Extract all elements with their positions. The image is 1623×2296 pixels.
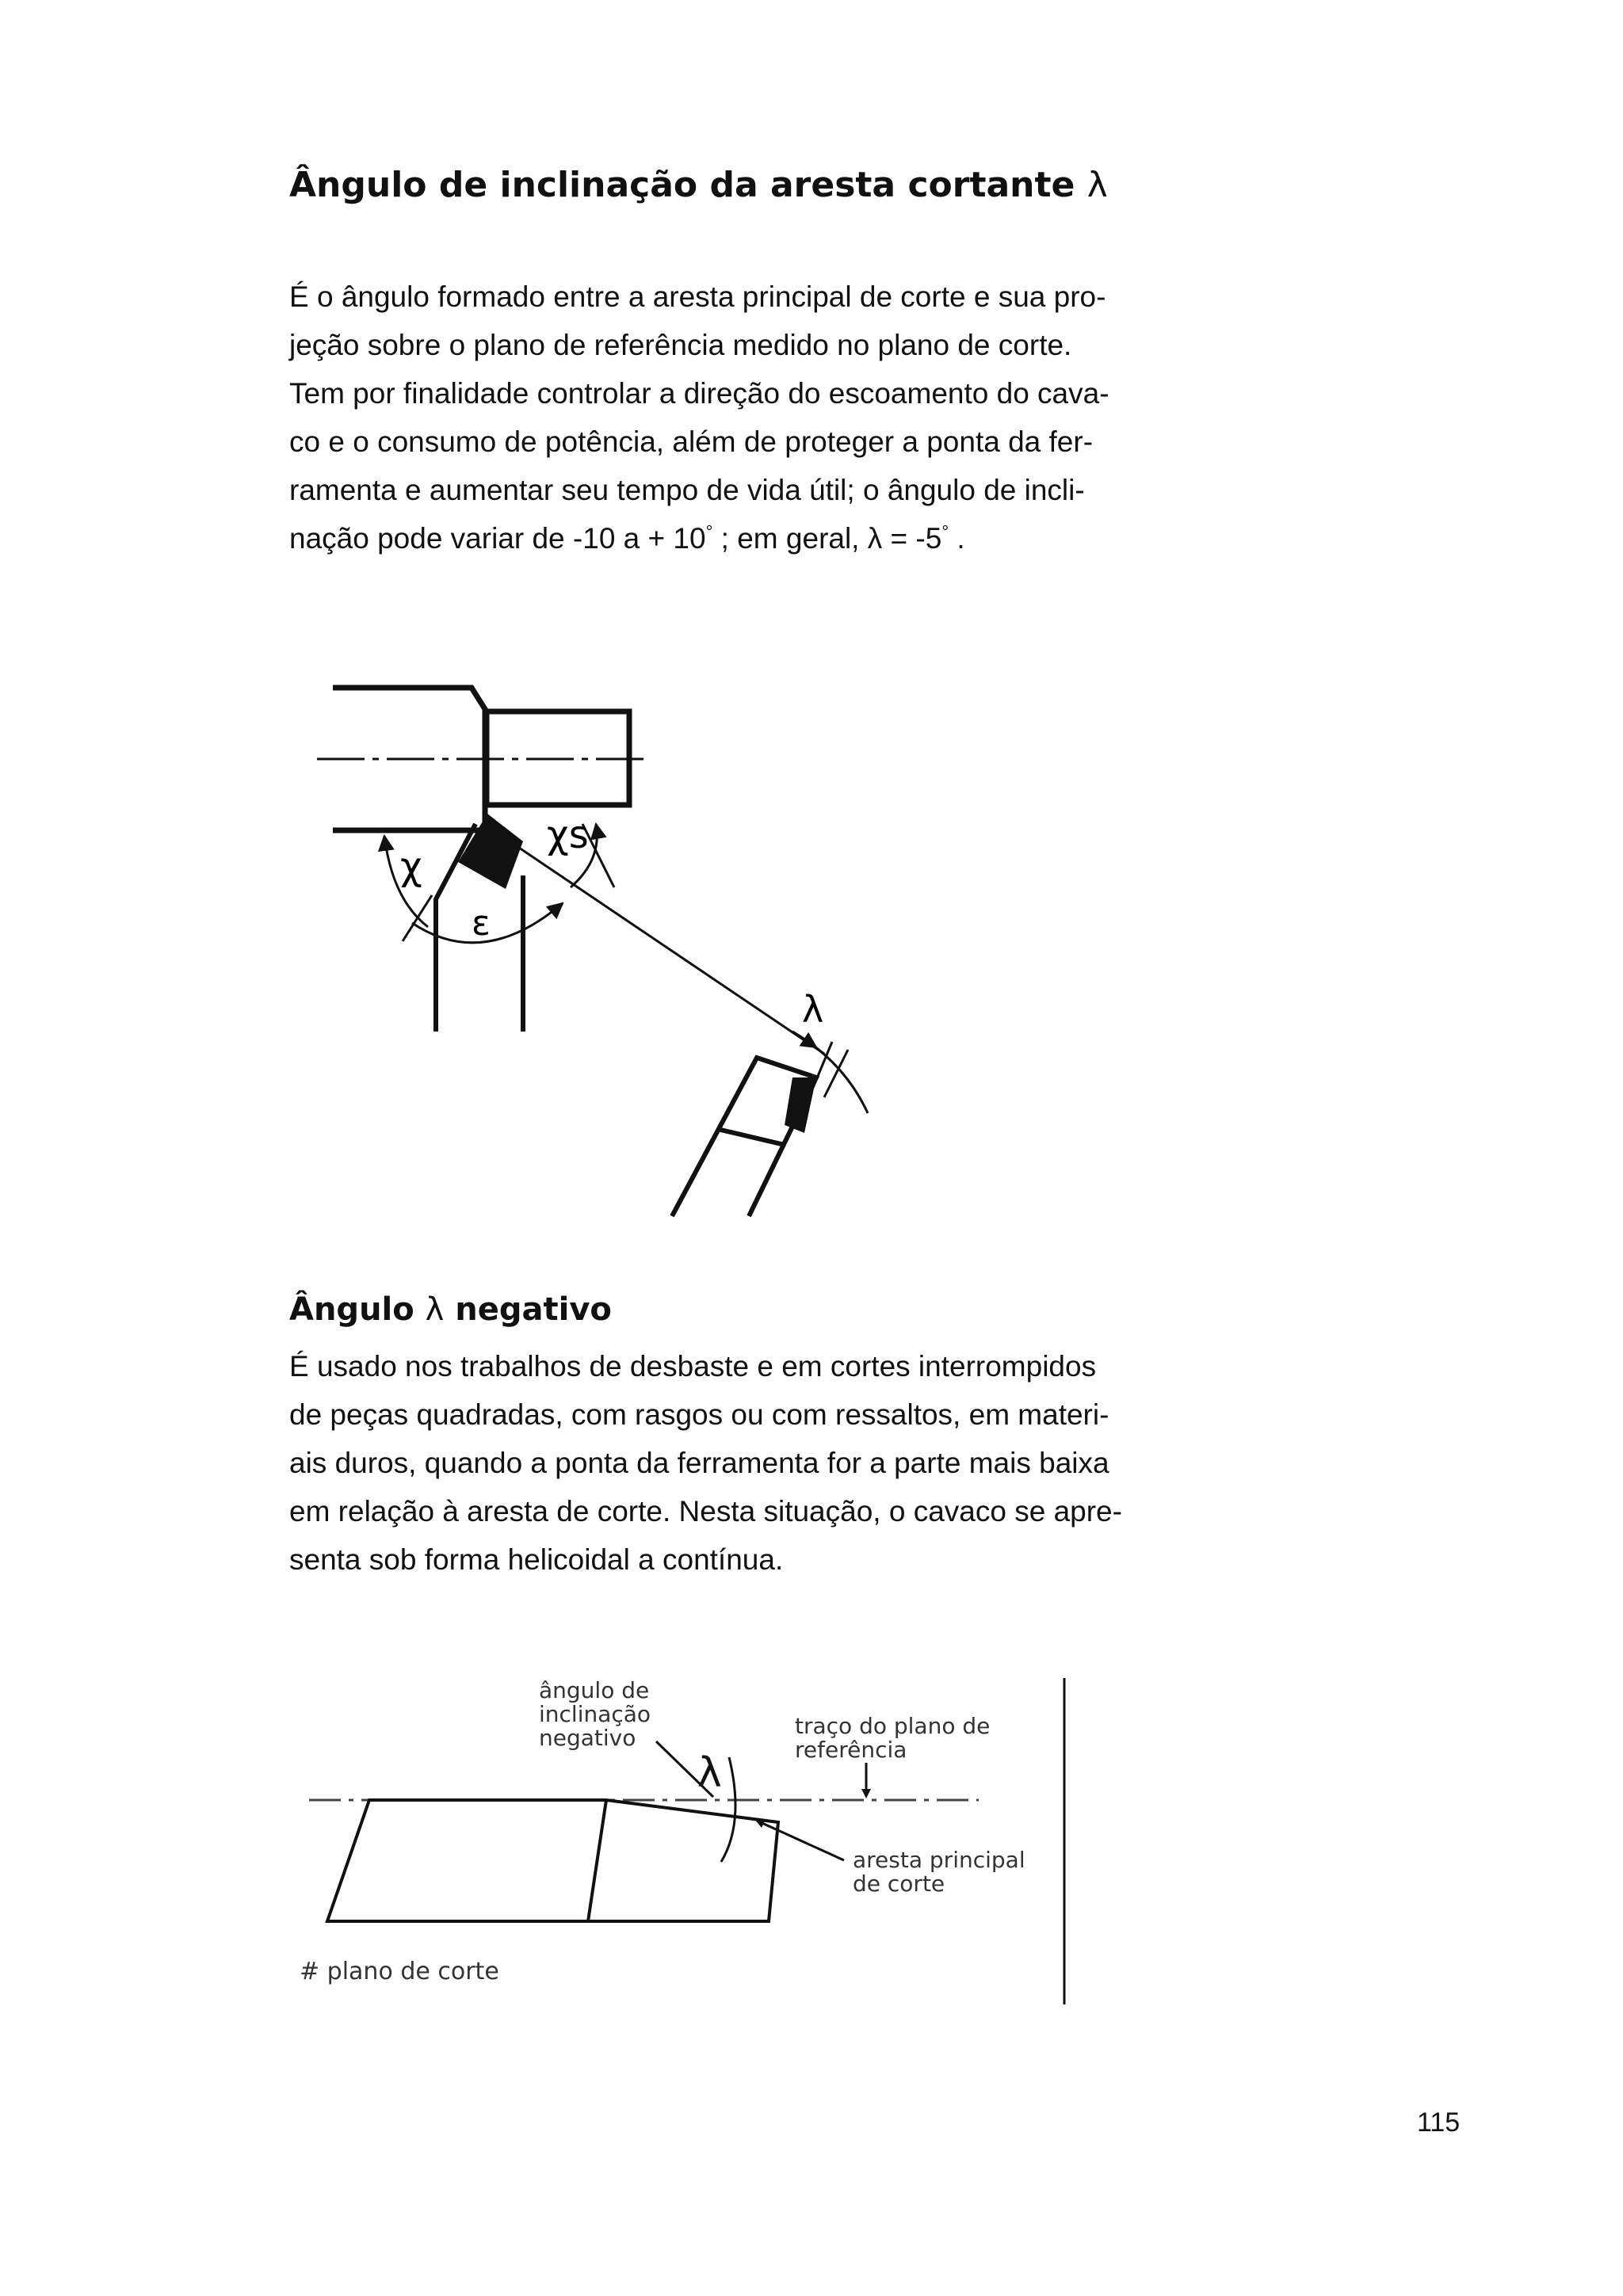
tool-profile (327, 1800, 778, 1921)
cutting-insert (458, 814, 523, 889)
section-heading (289, 165, 1108, 205)
label-lambda: λ (802, 988, 824, 1031)
label-lambda: λ (697, 1749, 722, 1797)
paragraph-line: É o ângulo formado entre a aresta principal de corte e sua pro- (289, 280, 1106, 313)
label-reference-line1: traço do plano de (795, 1713, 991, 1739)
paragraph-line: jeção sobre o plano de referência medido no plano de corte. (289, 329, 1072, 361)
paragraph-line: É usado nos trabalhos de desbaste e em cortes interrompidos (289, 1350, 1097, 1383)
heading2-lambda-symbol: λ (425, 1291, 445, 1328)
paragraph-line: Tem por finalidade controlar a direção do escoamento do cava- (289, 377, 1109, 410)
degree-sign: ° (705, 521, 713, 542)
label-angle-line2: inclinação (539, 1701, 651, 1727)
label-edge-line1: aresta principal (853, 1847, 1025, 1873)
degree-sign: ° (941, 521, 949, 542)
heading2-after: negativo (455, 1291, 612, 1328)
paragraph-line: ramenta e aumentar seu tempo de vida útil; o ângulo de incli- (289, 474, 1085, 506)
text-end: . (949, 522, 965, 555)
heading2-before: Ângulo (289, 1291, 414, 1328)
negative-inclination-diagram (285, 1652, 1070, 2024)
paragraph-line: em relação à aresta de corte. Nesta situação, o cavaco se apre- (289, 1495, 1122, 1527)
paragraph-negative-angle (289, 1342, 1193, 1584)
leader-edge-label (757, 1821, 844, 1860)
paragraph-line: ais duros, quando a ponta da ferramenta for a parte mais baixa (289, 1447, 1109, 1479)
heading-lambda-symbol: λ (1086, 165, 1108, 205)
text-general: ; em geral, λ = -5 (712, 522, 942, 555)
lambda-arrow (792, 1032, 816, 1047)
label-angle-line1: ângulo de (539, 1677, 650, 1703)
side-view-insert (785, 1077, 816, 1133)
angle-arc-lambda (721, 1757, 735, 1862)
label-chi-s: χs (547, 813, 589, 857)
label-chi: χ (400, 845, 422, 889)
label-cut-plane: # plano de corte (300, 1958, 499, 1985)
label-reference-line2: referência (795, 1737, 907, 1763)
projection-line (519, 848, 824, 1054)
paragraph-line: co e o consumo de potência, além de proteger a ponta da fer- (289, 425, 1094, 458)
label-edge-line2: de corte (853, 1871, 945, 1897)
heading-text: Ângulo de inclinação da aresta cortante (289, 165, 1075, 205)
page-number: 115 (1417, 2107, 1461, 2138)
paragraph-line-last (289, 514, 1193, 563)
label-epsilon: ε (472, 903, 491, 944)
text-range: nação pode variar de -10 a + 10 (289, 522, 706, 555)
arrowhead (861, 1789, 871, 1798)
tool-angles-diagram (313, 669, 884, 1224)
paragraph-line: senta sob forma helicoidal a contínua. (289, 1543, 784, 1576)
label-angle-line3: negativo (539, 1725, 636, 1751)
paragraph-line: de peças quadradas, com rasgos ou com ressaltos, em materi- (289, 1398, 1109, 1431)
section-heading-negative (289, 1291, 612, 1328)
paragraph-definition (289, 273, 1193, 563)
